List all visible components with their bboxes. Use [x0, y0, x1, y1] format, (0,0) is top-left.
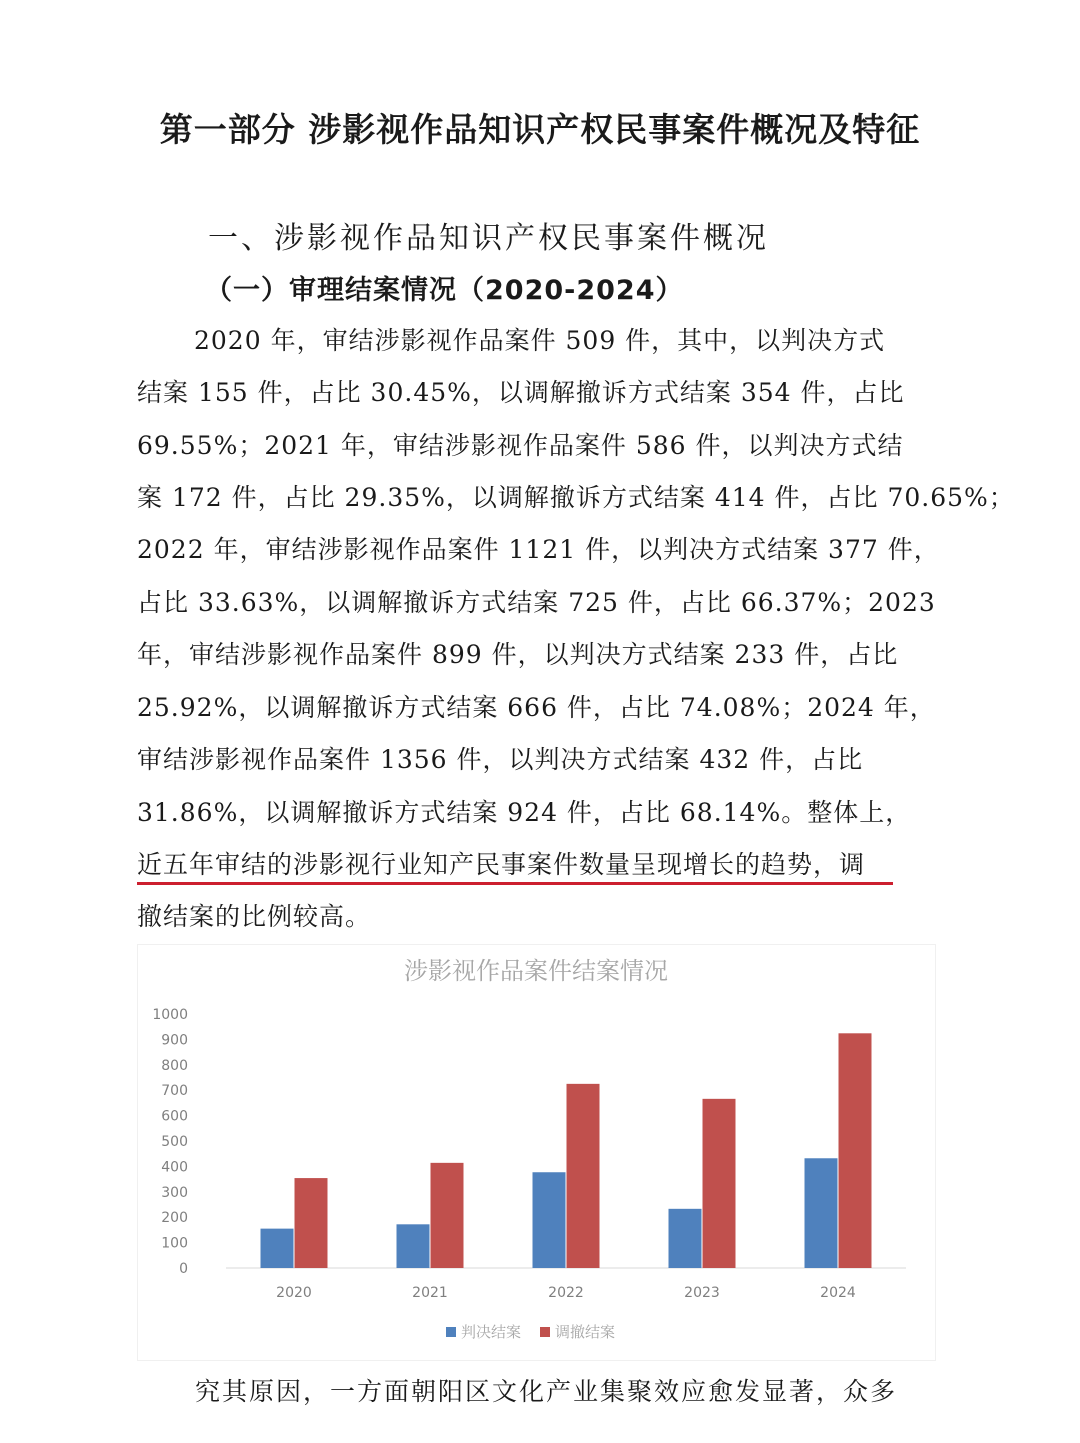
- y-axis-ticks: [152, 1007, 188, 1277]
- legend: [446, 1323, 615, 1341]
- y-tick-label: 1000: [152, 1007, 188, 1023]
- y-tick-label: 100: [161, 1235, 188, 1252]
- bar-judgment-2023: [669, 1209, 702, 1268]
- x-tick-label: 2024: [820, 1285, 856, 1301]
- paragraph-line: 近五年审结的涉影视行业知产民事案件数量呈现增长的趋势，调: [137, 850, 866, 879]
- chart-svg: [138, 945, 935, 1360]
- x-tick-label: 2022: [548, 1285, 584, 1301]
- next-paragraph: 究其原因，一方面朝阳区文化产业集聚效应愈发显著，众多: [195, 1377, 898, 1406]
- bar-judgment-2020: [261, 1229, 294, 1268]
- bar-mediation-2022: [567, 1084, 600, 1268]
- y-tick-label: 400: [161, 1159, 188, 1176]
- y-tick-label: 800: [161, 1057, 188, 1074]
- y-tick-label: 200: [161, 1210, 188, 1227]
- bar-chart: [137, 944, 936, 1361]
- y-tick-label: 900: [161, 1032, 188, 1049]
- x-tick-label: 2021: [412, 1285, 448, 1301]
- x-tick-label: 2020: [276, 1285, 312, 1301]
- paragraph-line: 2022 年，审结涉影视作品案件 1121 件，以判决方式结案 377 件，: [137, 535, 940, 564]
- bar-mediation-2024: [839, 1033, 872, 1268]
- paragraph-line: 69.55%；2021 年，审结涉影视作品案件 586 件，以判决方式结: [137, 431, 904, 460]
- legend-label: 调撤结案: [555, 1323, 616, 1341]
- paragraph-line: 案 172 件，占比 29.35%，以调解撤诉方式结案 414 件，占比 70.65%；: [137, 483, 1015, 512]
- bar-judgment-2024: [805, 1158, 838, 1268]
- x-tick-label: 2023: [684, 1285, 720, 1301]
- paragraph-line: 年，审结涉影视作品案件 899 件，以判决方式结案 233 件，占比: [137, 640, 899, 669]
- y-tick-label: 0: [179, 1261, 188, 1277]
- paragraph-line: 审结涉影视作品案件 1356 件，以判决方式结案 432 件，占比: [137, 745, 864, 774]
- paragraph-line: 25.92%，以调解撤诉方式结案 666 件，占比 74.08%；2024 年，: [137, 693, 936, 722]
- paragraph-line: 撤结案的比例较高。: [137, 902, 372, 931]
- y-tick-label: 300: [161, 1184, 188, 1201]
- bar-mediation-2021: [431, 1163, 464, 1268]
- legend-swatch: [446, 1327, 456, 1337]
- highlight-underline: [137, 882, 893, 885]
- paragraph-line: 结案 155 件，占比 30.45%，以调解撤诉方式结案 354 件，占比: [137, 378, 905, 407]
- section-heading: 一、涉影视作品知识产权民事案件概况: [208, 221, 769, 256]
- bar-mediation-2023: [703, 1099, 736, 1268]
- y-tick-label: 500: [161, 1134, 188, 1150]
- bar-judgment-2021: [397, 1224, 430, 1268]
- y-tick-label: 600: [161, 1108, 188, 1125]
- page-title: 第一部分 涉影视作品知识产权民事案件概况及特征: [159, 110, 921, 149]
- y-tick-label: 700: [161, 1083, 188, 1100]
- bar-mediation-2020: [295, 1178, 328, 1268]
- subsection-heading: （一）审理结案情况（2020-2024）: [205, 275, 684, 306]
- legend-swatch: [540, 1327, 550, 1337]
- bar-judgment-2022: [533, 1172, 566, 1268]
- paragraph-line: 2020 年，审结涉影视作品案件 509 件，其中，以判决方式: [194, 326, 886, 355]
- chart-title: 涉影视作品案件结案情况: [404, 957, 668, 985]
- legend-label: 判决结案: [461, 1323, 522, 1341]
- x-axis-ticks: [276, 1285, 856, 1301]
- paragraph-line: 31.86%，以调解撤诉方式结案 924 件，占比 68.14%。整体上，: [137, 798, 912, 827]
- bars: [261, 1033, 872, 1268]
- paragraph-line: 占比 33.63%，以调解撤诉方式结案 725 件，占比 66.37%；2023: [137, 588, 936, 617]
